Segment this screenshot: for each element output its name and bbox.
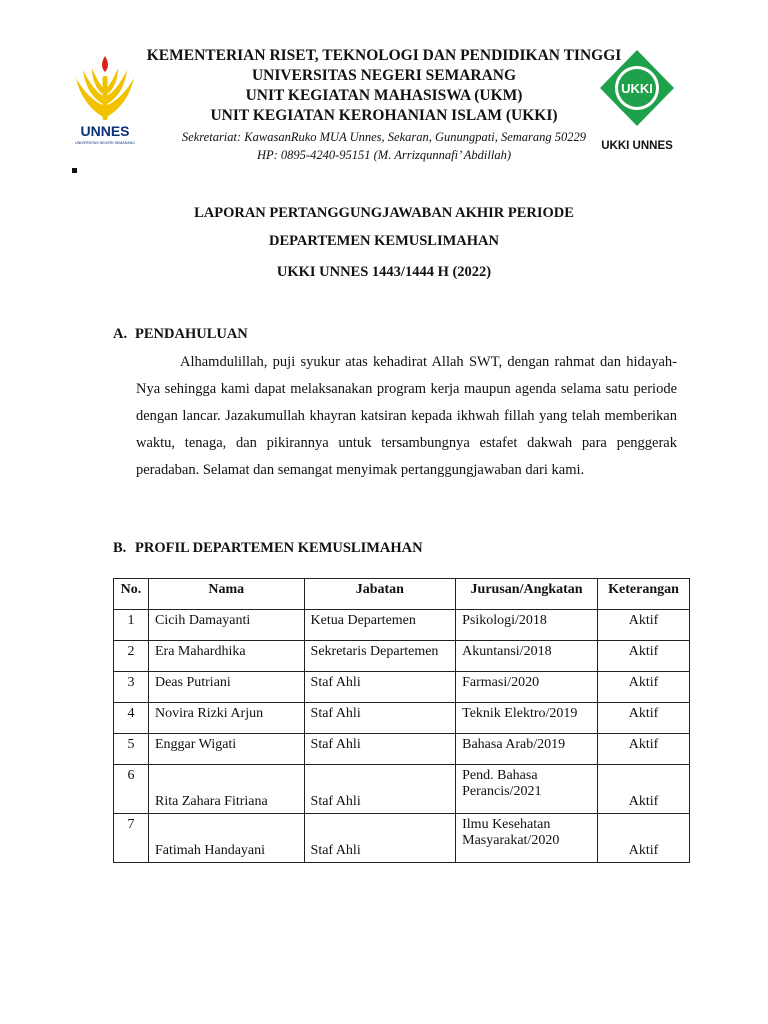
unnes-emblem-icon [70, 48, 140, 148]
row-keterangan: Aktif [598, 814, 690, 863]
table-row [114, 610, 690, 641]
table-row [114, 765, 690, 814]
row-nama: Enggar Wigati [148, 734, 304, 765]
row-nama: Cicih Damayanti [148, 610, 304, 641]
row-nama: Deas Putriani [148, 672, 304, 703]
svg-text:UNNES: UNNES [80, 123, 130, 139]
table-row [114, 734, 690, 765]
ukki-logo [596, 48, 678, 158]
ukm-name: UNIT KEGIATAN MAHASISWA (UKM) [245, 87, 523, 104]
row-jurusan: Teknik Elektro/2019 [456, 703, 598, 734]
row-no: 4 [114, 703, 149, 734]
letterhead [146, 46, 622, 164]
introduction-paragraph [136, 349, 677, 484]
secretariat-address: Sekretariat: KawasanRuko MUA Unnes, Sekaran, Gunungpati, Semarang 50229 [181, 130, 587, 144]
svg-text:UKKI: UKKI [621, 81, 653, 96]
report-title-line-3: UKKI UNNES 1443/1444 H (2022) [276, 264, 492, 280]
table-row [114, 672, 690, 703]
row-no: 2 [114, 641, 149, 672]
row-keterangan: Aktif [598, 765, 690, 814]
row-jurusan: Psikologi/2018 [456, 610, 598, 641]
row-jabatan: Ketua Departemen [304, 610, 456, 641]
row-keterangan: Aktif [598, 703, 690, 734]
header-no: No. [114, 579, 149, 610]
svg-text:UKKI UNNES: UKKI UNNES [601, 140, 673, 152]
row-jabatan: Staf Ahli [304, 672, 456, 703]
bullet-mark [72, 168, 77, 173]
section-a-number: A. [113, 326, 128, 342]
section-b-number: B. [113, 540, 127, 556]
row-keterangan: Aktif [598, 734, 690, 765]
row-nama: Fatimah Handayani [148, 814, 304, 863]
ministry-name: KEMENTERIAN RISET, TEKNOLOGI DAN PENDIDIKAN TINGGI [146, 47, 622, 64]
row-no: 3 [114, 672, 149, 703]
row-jurusan: Akuntansi/2018 [456, 641, 598, 672]
section-a-title: PENDAHULUAN [135, 326, 248, 342]
ukki-name: UNIT KEGIATAN KEROHANIAN ISLAM (UKKI) [210, 107, 558, 124]
row-nama: Rita Zahara Fitriana [148, 765, 304, 814]
row-keterangan: Aktif [598, 641, 690, 672]
header-jabatan: Jabatan [304, 579, 456, 610]
table-row [114, 641, 690, 672]
introduction-text: Alhamdulillah, puji syukur atas kehadirat Allah SWT, dengan rahmat dan hidayah-Nya sehingga kami dapat melaksanakan program kerja maupun agenda selama satu periode dengan lancar. Jazakumullah khayran katsiran kepada ikhwah fillah yang telah memberikan waktu, tenaga, dan pikirannya untuk tersambungnya estafet dakwah para penggerak peradaban. Selamat dan semangat menyimak pertanggungjawaban dari kami. [136, 354, 677, 478]
row-keterangan: Aktif [598, 672, 690, 703]
row-jabatan: Staf Ahli [304, 814, 456, 863]
row-jabatan: Staf Ahli [304, 765, 456, 814]
ukki-emblem-icon [596, 48, 678, 158]
row-jabatan: Sekretaris Departemen [304, 641, 456, 672]
row-nama: Era Mahardhika [148, 641, 304, 672]
row-keterangan: Aktif [598, 610, 690, 641]
row-jurusan: Pend. Bahasa Perancis/2021 [456, 765, 598, 814]
table-row [114, 703, 690, 734]
unnes-logo [70, 48, 140, 148]
header-nama: Nama [148, 579, 304, 610]
table-row [114, 814, 690, 863]
row-jabatan: Staf Ahli [304, 734, 456, 765]
header-keterangan: Keterangan [598, 579, 690, 610]
university-name: UNIVERSITAS NEGERI SEMARANG [251, 67, 517, 84]
report-title-line-1: LAPORAN PERTANGGUNGJAWABAN AKHIR PERIODE [194, 205, 574, 221]
section-b-title: PROFIL DEPARTEMEN KEMUSLIMAHAN [135, 540, 423, 556]
row-jurusan: Bahasa Arab/2019 [456, 734, 598, 765]
table-header-row [114, 579, 690, 610]
contact-phone: HP: 0895-4240-95151 (M. Arrizqunnafi’ Abdillah) [256, 148, 512, 162]
row-nama: Novira Rizki Arjun [148, 703, 304, 734]
row-no: 5 [114, 734, 149, 765]
row-jurusan: Ilmu Kesehatan Masyarakat/2020 [456, 814, 598, 863]
row-no: 1 [114, 610, 149, 641]
header-jurusan-angkatan: Jurusan/Angkatan [456, 579, 598, 610]
row-jurusan: Farmasi/2020 [456, 672, 598, 703]
row-jabatan: Staf Ahli [304, 703, 456, 734]
report-title-line-2: DEPARTEMEN KEMUSLIMAHAN [268, 233, 500, 249]
row-no: 6 [114, 765, 149, 814]
section-b-heading [113, 540, 423, 557]
row-no: 7 [114, 814, 149, 863]
section-a-heading [113, 326, 248, 343]
department-profile-table [113, 578, 690, 863]
svg-text:UNIVERSITAS NEGERI SEMARANG: UNIVERSITAS NEGERI SEMARANG [74, 141, 136, 145]
